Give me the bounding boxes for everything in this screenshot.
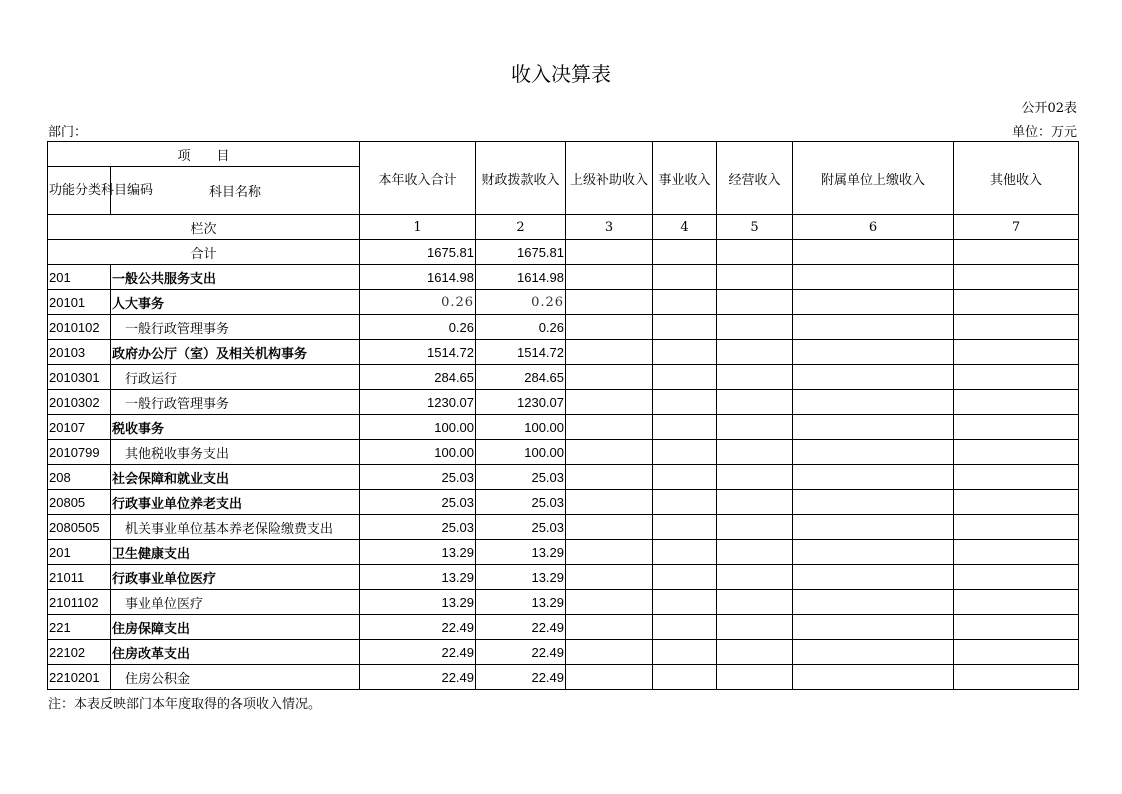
table-row xyxy=(48,440,1079,465)
header-col-7: 其他收入 xyxy=(954,142,1079,215)
value-cell xyxy=(954,540,1079,565)
header-item: 项 目 xyxy=(48,142,360,167)
seq-3: 3 xyxy=(566,215,653,240)
header-func-code: 功能分类科目编码 xyxy=(48,167,111,215)
value-cell xyxy=(793,490,954,515)
value-cell xyxy=(653,340,717,365)
value-cell xyxy=(566,265,653,290)
value-cell xyxy=(954,415,1079,440)
header-row-item xyxy=(48,142,1079,167)
subject-name: 行政运行 xyxy=(111,365,360,390)
value-cell xyxy=(566,490,653,515)
table-row xyxy=(48,490,1079,515)
value-cell: 0.26 xyxy=(360,290,476,315)
subject-code: 208 xyxy=(48,465,111,490)
value-cell xyxy=(717,365,793,390)
value-cell xyxy=(653,415,717,440)
value-cell xyxy=(566,415,653,440)
subject-name: 一般行政管理事务 xyxy=(111,315,360,340)
value-cell: 22.49 xyxy=(476,640,566,665)
value-cell xyxy=(793,290,954,315)
seq-4: 4 xyxy=(653,215,717,240)
subject-code: 2080505 xyxy=(48,515,111,540)
table-row xyxy=(48,465,1079,490)
value-cell: 1230.07 xyxy=(476,390,566,415)
value-cell xyxy=(566,365,653,390)
total-label: 合计 xyxy=(48,240,360,265)
value-cell: 13.29 xyxy=(476,565,566,590)
table-row xyxy=(48,315,1079,340)
value-cell xyxy=(653,540,717,565)
value-cell xyxy=(566,515,653,540)
form-number: 公开02表 xyxy=(1021,101,1077,116)
seq-5: 5 xyxy=(717,215,793,240)
header-subject-name: 科目名称 xyxy=(111,167,360,215)
subject-name: 一般公共服务支出 xyxy=(111,265,360,290)
value-cell: 13.29 xyxy=(476,590,566,615)
value-cell: 25.03 xyxy=(360,515,476,540)
header-col-1: 本年收入合计 xyxy=(360,142,476,215)
value-cell xyxy=(566,390,653,415)
value-cell xyxy=(793,390,954,415)
table-row xyxy=(48,615,1079,640)
value-cell xyxy=(717,540,793,565)
value-cell xyxy=(653,290,717,315)
value-cell xyxy=(653,565,717,590)
subject-code: 201 xyxy=(48,265,111,290)
header-col-6: 附属单位上缴收入 xyxy=(793,142,954,215)
total-value: 1675.81 xyxy=(476,240,566,265)
unit-label: 单位：万元 xyxy=(1011,125,1077,140)
value-cell xyxy=(717,440,793,465)
subject-code: 21011 xyxy=(48,565,111,590)
value-cell xyxy=(653,615,717,640)
table-row xyxy=(48,340,1079,365)
value-cell xyxy=(793,415,954,440)
table-row xyxy=(48,365,1079,390)
value-cell: 1514.72 xyxy=(360,340,476,365)
value-cell xyxy=(717,590,793,615)
value-cell: 22.49 xyxy=(360,665,476,690)
value-cell xyxy=(954,615,1079,640)
value-cell: 100.00 xyxy=(476,415,566,440)
subject-name: 机关事业单位基本养老保险缴费支出 xyxy=(111,515,360,540)
value-cell xyxy=(954,515,1079,540)
value-cell xyxy=(566,665,653,690)
table-row xyxy=(48,390,1079,415)
value-cell xyxy=(954,265,1079,290)
value-cell xyxy=(793,440,954,465)
value-cell xyxy=(954,290,1079,315)
subject-code: 2101102 xyxy=(48,590,111,615)
value-cell xyxy=(954,315,1079,340)
subject-name: 住房改革支出 xyxy=(111,640,360,665)
header-col-4: 事业收入 xyxy=(653,142,717,215)
value-cell xyxy=(717,390,793,415)
subject-code: 201 xyxy=(48,540,111,565)
value-cell xyxy=(954,640,1079,665)
table-row xyxy=(48,290,1079,315)
value-cell: 284.65 xyxy=(360,365,476,390)
value-cell: 25.03 xyxy=(360,465,476,490)
value-cell xyxy=(793,590,954,615)
subject-code: 2210201 xyxy=(48,665,111,690)
value-cell xyxy=(653,265,717,290)
value-cell xyxy=(653,465,717,490)
table-row xyxy=(48,640,1079,665)
value-cell xyxy=(954,390,1079,415)
value-cell: 1230.07 xyxy=(360,390,476,415)
subject-code: 20805 xyxy=(48,490,111,515)
footnote: 注：本表反映部门本年度取得的各项收入情况。 xyxy=(48,697,322,712)
value-cell: 1514.72 xyxy=(476,340,566,365)
subject-code: 2010102 xyxy=(48,315,111,340)
value-cell xyxy=(717,665,793,690)
value-cell xyxy=(717,565,793,590)
value-cell xyxy=(717,490,793,515)
value-cell xyxy=(793,340,954,365)
seq-2: 2 xyxy=(476,215,566,240)
value-cell xyxy=(954,365,1079,390)
value-cell: 100.00 xyxy=(360,415,476,440)
seq-7: 7 xyxy=(954,215,1079,240)
department-label: 部门： xyxy=(48,125,88,140)
value-cell xyxy=(566,565,653,590)
table-row xyxy=(48,590,1079,615)
value-cell xyxy=(954,490,1079,515)
header-col-2: 财政拨款收入 xyxy=(476,142,566,215)
value-cell: 0.26 xyxy=(476,315,566,340)
table-row xyxy=(48,540,1079,565)
value-cell: 0.26 xyxy=(476,290,566,315)
value-cell xyxy=(566,315,653,340)
value-cell: 22.49 xyxy=(360,640,476,665)
value-cell xyxy=(954,465,1079,490)
table-row xyxy=(48,415,1079,440)
subject-name: 人大事务 xyxy=(111,290,360,315)
value-cell xyxy=(566,590,653,615)
value-cell xyxy=(566,640,653,665)
value-cell: 284.65 xyxy=(476,365,566,390)
value-cell: 25.03 xyxy=(476,465,566,490)
total-value xyxy=(566,240,653,265)
subject-code: 221 xyxy=(48,615,111,640)
value-cell: 1614.98 xyxy=(360,265,476,290)
subject-code: 22102 xyxy=(48,640,111,665)
value-cell xyxy=(717,265,793,290)
total-row xyxy=(48,240,1079,265)
header-col-5: 经营收入 xyxy=(717,142,793,215)
value-cell: 13.29 xyxy=(476,540,566,565)
value-cell xyxy=(653,490,717,515)
value-cell: 22.49 xyxy=(360,615,476,640)
subject-name: 税收事务 xyxy=(111,415,360,440)
value-cell xyxy=(717,515,793,540)
value-cell xyxy=(793,365,954,390)
value-cell xyxy=(653,315,717,340)
value-cell xyxy=(717,465,793,490)
subject-code: 2010799 xyxy=(48,440,111,465)
subject-name: 卫生健康支出 xyxy=(111,540,360,565)
subject-code: 20101 xyxy=(48,290,111,315)
value-cell xyxy=(653,590,717,615)
value-cell xyxy=(566,290,653,315)
value-cell: 13.29 xyxy=(360,590,476,615)
value-cell xyxy=(717,415,793,440)
income-table xyxy=(47,141,1079,690)
total-value xyxy=(653,240,717,265)
value-cell xyxy=(653,640,717,665)
value-cell xyxy=(793,615,954,640)
value-cell xyxy=(793,565,954,590)
total-value: 1675.81 xyxy=(360,240,476,265)
subject-name: 行政事业单位养老支出 xyxy=(111,490,360,515)
value-cell xyxy=(954,440,1079,465)
value-cell: 25.03 xyxy=(360,490,476,515)
page-title: 收入决算表 xyxy=(511,62,611,86)
table-row xyxy=(48,265,1079,290)
subject-name: 行政事业单位医疗 xyxy=(111,565,360,590)
subject-code: 20107 xyxy=(48,415,111,440)
value-cell xyxy=(566,340,653,365)
table-row xyxy=(48,665,1079,690)
total-value xyxy=(954,240,1079,265)
total-value xyxy=(793,240,954,265)
subject-name: 政府办公厅（室）及相关机构事务 xyxy=(111,340,360,365)
value-cell: 100.00 xyxy=(476,440,566,465)
value-cell xyxy=(793,640,954,665)
value-cell xyxy=(566,440,653,465)
seq-label: 栏次 xyxy=(48,215,360,240)
subject-code: 20103 xyxy=(48,340,111,365)
seq-row xyxy=(48,215,1079,240)
value-cell: 22.49 xyxy=(476,615,566,640)
value-cell xyxy=(717,640,793,665)
total-value xyxy=(717,240,793,265)
seq-1: 1 xyxy=(360,215,476,240)
value-cell xyxy=(653,390,717,415)
value-cell xyxy=(954,590,1079,615)
value-cell xyxy=(717,340,793,365)
seq-6: 6 xyxy=(793,215,954,240)
value-cell xyxy=(653,440,717,465)
subject-name: 事业单位医疗 xyxy=(111,590,360,615)
header-col-3: 上级补助收入 xyxy=(566,142,653,215)
subject-code: 2010302 xyxy=(48,390,111,415)
subject-name: 其他税收事务支出 xyxy=(111,440,360,465)
value-cell xyxy=(793,265,954,290)
value-cell xyxy=(566,465,653,490)
value-cell xyxy=(566,615,653,640)
value-cell: 1614.98 xyxy=(476,265,566,290)
value-cell xyxy=(793,465,954,490)
value-cell: 13.29 xyxy=(360,565,476,590)
value-cell xyxy=(793,315,954,340)
value-cell xyxy=(793,515,954,540)
value-cell: 0.26 xyxy=(360,315,476,340)
value-cell xyxy=(793,665,954,690)
value-cell xyxy=(954,565,1079,590)
value-cell xyxy=(717,615,793,640)
value-cell xyxy=(653,365,717,390)
value-cell xyxy=(653,665,717,690)
value-cell: 25.03 xyxy=(476,515,566,540)
subject-name: 一般行政管理事务 xyxy=(111,390,360,415)
value-cell xyxy=(954,665,1079,690)
value-cell: 100.00 xyxy=(360,440,476,465)
value-cell: 22.49 xyxy=(476,665,566,690)
value-cell: 13.29 xyxy=(360,540,476,565)
subject-name: 社会保障和就业支出 xyxy=(111,465,360,490)
value-cell xyxy=(653,515,717,540)
table-row xyxy=(48,565,1079,590)
subject-code: 2010301 xyxy=(48,365,111,390)
value-cell: 25.03 xyxy=(476,490,566,515)
value-cell xyxy=(717,315,793,340)
value-cell xyxy=(717,290,793,315)
value-cell xyxy=(954,340,1079,365)
value-cell xyxy=(566,540,653,565)
subject-name: 住房保障支出 xyxy=(111,615,360,640)
table-row xyxy=(48,515,1079,540)
subject-name: 住房公积金 xyxy=(111,665,360,690)
value-cell xyxy=(793,540,954,565)
